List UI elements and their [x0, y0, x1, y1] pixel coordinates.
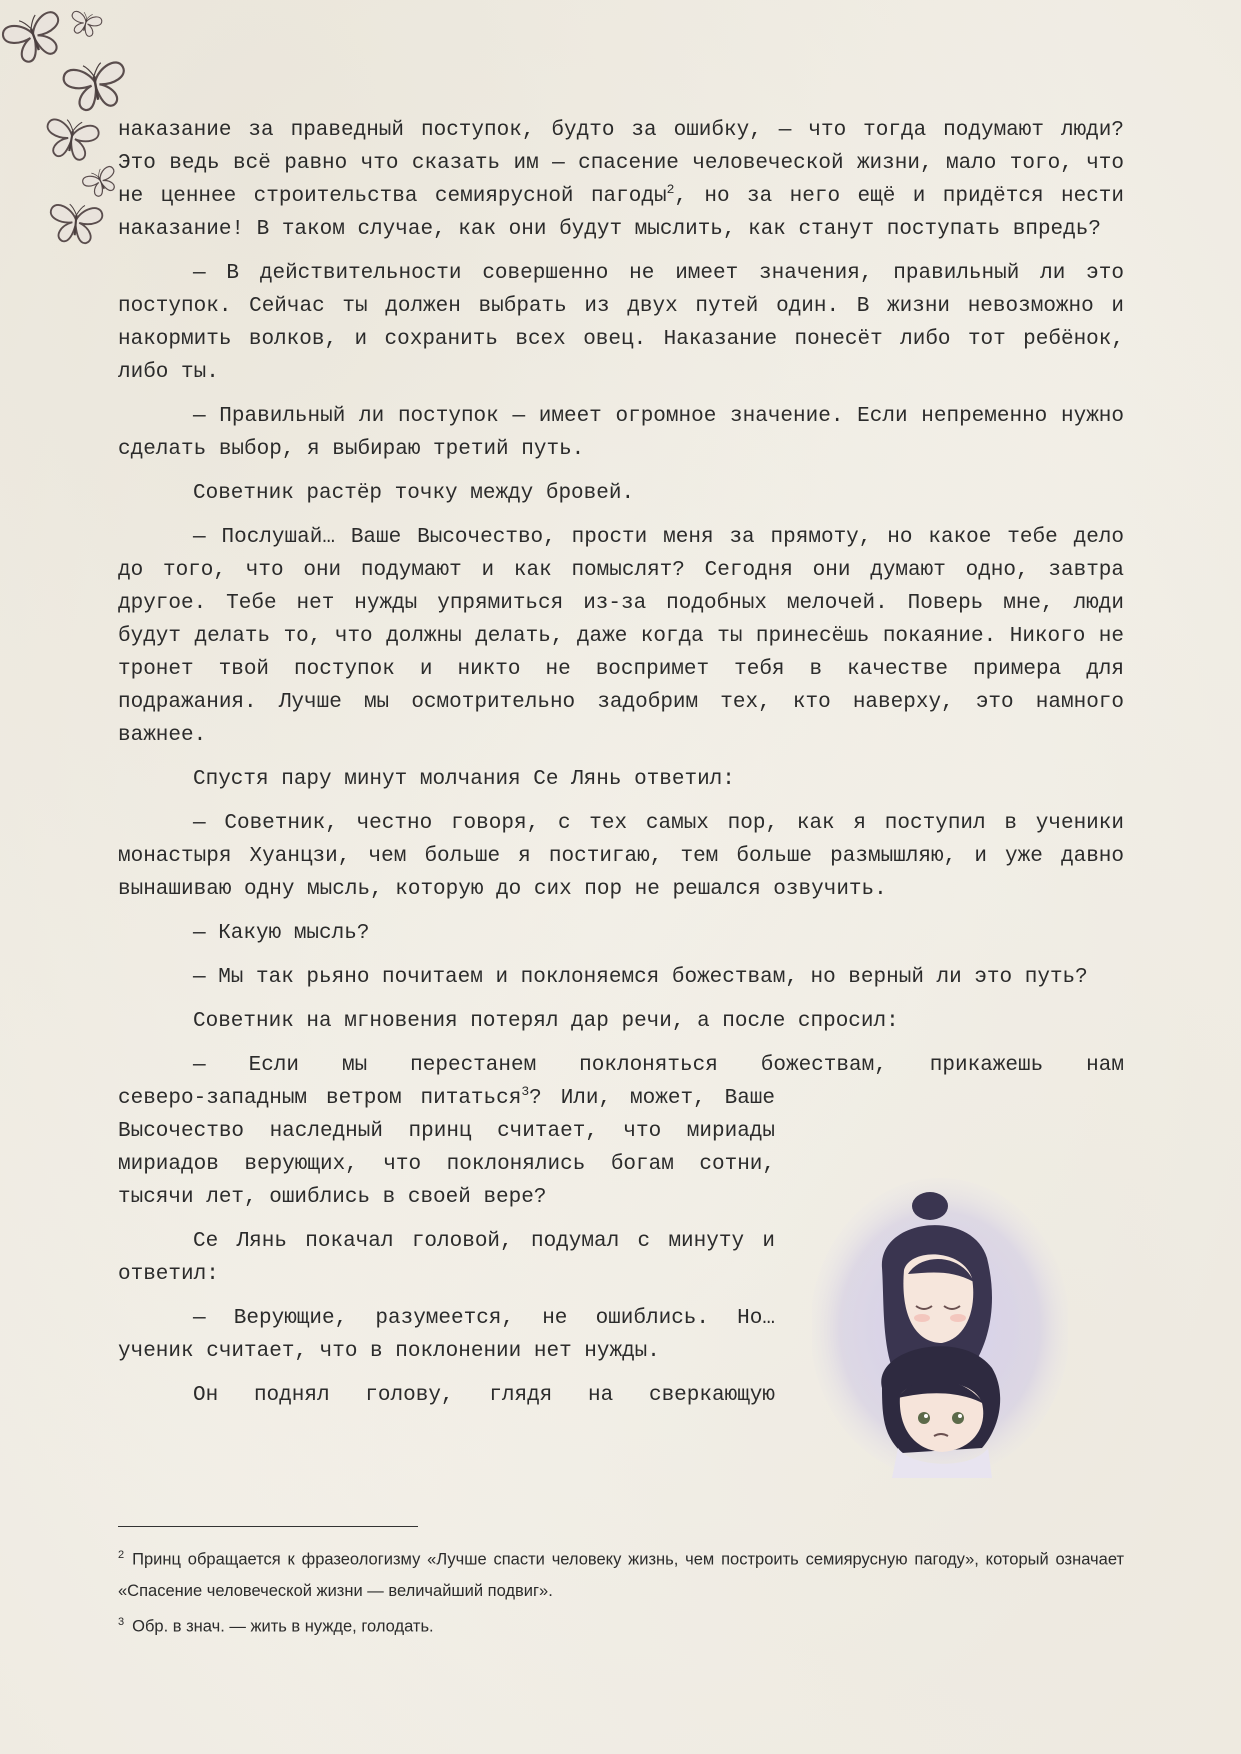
paragraph: — Если мы перестанем поклоняться божествам, прикажешь нам	[193, 1054, 1124, 1077]
footnotes	[118, 1540, 1124, 1642]
paragraph: — Послушай… Ваше Высочество, прости меня за прямоту, но какое тебе дело до того, что они подумают и как помыслят? Сегодня они думают одно, завтра другое. Тебе нет нужды упрямиться из-за подобных мелочей. Поверь мне, люди будут делать то, что должны делать, даже когда ты принесёшь покаяние. Никого не тронет твой поступок и никто не воспримет тебя в качестве примера для подражания. Лучше мы осмотрительно задобрим тех, кто наверху, это намного важнее.	[118, 526, 1124, 747]
paragraph: наказание за праведный поступок, будто за ошибку, — что тогда подумают люди? Это ведь всё равно что сказать им — спасение человеческой жизни, мало того, что не ценнее строительства семиярусной пагоды$^2$, но за него ещё и придётся нести наказание! В таком случае, как они будут мыслить, как станут поступать впредь?	[118, 119, 1124, 241]
footnote-divider	[118, 1526, 418, 1527]
footnote-number: 3	[118, 1615, 125, 1628]
paragraph: Спустя пару минут молчания Се Лянь ответил:	[193, 768, 735, 791]
butterfly-icon	[48, 203, 103, 245]
footnote-text: Обр. в знач. — жить в нужде, голодать.	[132, 1617, 434, 1635]
paragraph: — Какую мысль?	[193, 922, 370, 945]
paragraph: Советник растёр точку между бровей.	[193, 482, 635, 505]
paragraph: — Советник, честно говоря, с тех самых пор, как я поступил в ученики монастыря Хуанцзи, чем больше я постигаю, тем больше размышляю, и уже давно вынашиваю одну мысль, которую до сих пор не решался озвучить.	[118, 812, 1124, 901]
paragraph: — В действительности совершенно не имеет значения, правильный ли это поступок. Сейчас ты должен выбрать из двух путей один. В жизни невозможно и накормить волков, и сохранить всех овец. Наказание понесёт либо тот ребёнок, либо ты.	[118, 262, 1124, 384]
paragraph: Се Лянь покачал головой, подумал с минуту и ответил:	[118, 1230, 775, 1286]
chibi-illustration	[812, 1178, 1068, 1478]
paragraph: северо-западным ветром питаться$^3$? Или, может, Ваше Высочество наследный принц считает, что мириады мириадов верующих, что поклонялись богам сотни, тысячи лет, ошиблись в своей вере?	[118, 1084, 775, 1209]
butterfly-icon	[81, 164, 122, 200]
footnote-ref[interactable]: 3	[521, 1084, 530, 1099]
paragraph: — Мы так рьяно почитаем и поклоняемся божествам, но верный ли это путь?	[193, 966, 1088, 989]
footnote-number: 2	[118, 1549, 125, 1561]
footnote-ref[interactable]: 2	[666, 182, 675, 197]
butterfly-icon	[62, 59, 130, 113]
paragraph: — Правильный ли поступок — имеет огромное значение. Если непременно нужно сделать выбор, я выбираю третий путь.	[118, 405, 1124, 461]
butterfly-icon	[43, 116, 100, 162]
butterfly-icon	[68, 9, 103, 38]
butterfly-icon	[0, 8, 69, 67]
footnote-text: Принц обращается к фразеологизму «Лучше спасти человеку жизнь, чем построить семиярусную пагоду», который означает «Спасение человеческой жизни — величайший подвиг».	[118, 1550, 1124, 1600]
paragraph: — Верующие, разумеется, не ошиблись. Но… ученик считает, что в поклонении нет нужды.	[118, 1307, 775, 1363]
footnote	[118, 1607, 1124, 1643]
paragraph: Он поднял голову, глядя на сверкающую	[193, 1384, 775, 1407]
footnote	[118, 1540, 1124, 1607]
paragraph: Советник на мгновения потерял дар речи, а после спросил:	[193, 1010, 899, 1033]
